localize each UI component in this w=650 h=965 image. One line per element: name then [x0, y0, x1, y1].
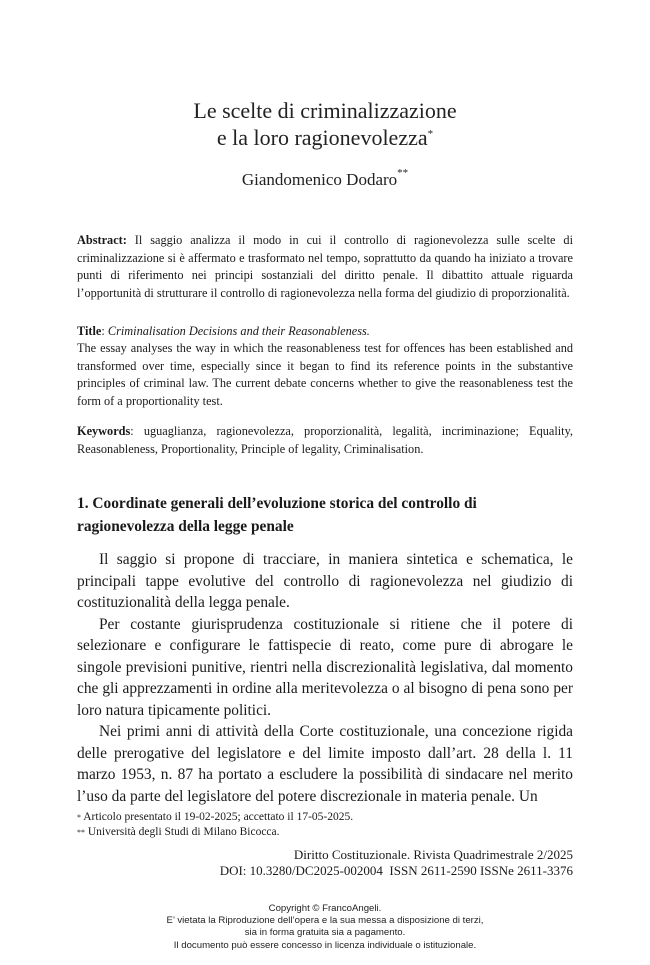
footnote-mark: ** [77, 828, 85, 837]
english-title-label: Title [77, 324, 102, 338]
english-title-text: Criminalisation Decisions and their Reasonableness. [107, 324, 370, 338]
body-text [77, 549, 573, 807]
body-paragraph: Per costante giurisprudenza costituzionale si ritiene che il potere di selezionare e configurare le fattispecie di reato, come pure di abrogare le singole previsioni punitive, rientri nella discrezionalità legislativa, dal momento che gli apprezzamenti in ordine alla meritevolezza o al bisogno di pena sono per loro natura tipicamente politici. [77, 615, 573, 719]
copyright-line: sia in forma gratuita sia a pagamento. [244, 927, 406, 939]
copyright-line: E’ vietata la Riproduzione dell’opera e la sua messa a disposizione di terzi, [166, 915, 484, 927]
body-paragraph: Nei primi anni di attività della Corte costituzionale, una concezione rigida delle prerogative del legislatore e del limite imposto dall’art. 28 della l. 11 marzo 1953, n. 87 ha portato a escludere la possibilità di sindacare nel merito l’uso da parte del legislatore del potere discrezionale in materia penale. Un [77, 723, 573, 805]
author-name [0, 167, 650, 190]
copyright-line: Copyright © FrancoAngeli. [268, 903, 382, 914]
author-footnote-mark: ** [397, 167, 409, 179]
footnote [77, 825, 573, 840]
footnote-text: Università degli Studi di Milano Bicocca. [87, 826, 280, 838]
body-paragraph: Il saggio si propone di tracciare, in maniera sintetica e schematica, le principali tappe evolutive del controllo di ragionevolezza nel giudizio di costituzionalità della legga penale. [77, 551, 573, 611]
footnote-text: Articolo presentato il 19-02-2025; accettato il 17-05-2025. [83, 811, 354, 823]
english-title-colon: : [101, 324, 108, 338]
keywords-text: : uguaglianza, ragionevolezza, proporzionalità, legalità, incriminazione; Equality, Reasonableness, Proportionality, Principle of legality, Criminalisation. [77, 424, 573, 456]
journal-name: Diritto Costituzionale. Rivista Quadrimestrale 2/2025 [293, 847, 573, 862]
author-text: Giandomenico Dodaro [241, 170, 398, 189]
abstract-label: Abstract: [77, 233, 127, 247]
title-footnote-mark: * [427, 128, 434, 140]
copyright-line: Il documento può essere concesso in licenza individuale o istituzionale. [173, 939, 477, 951]
journal-info [77, 847, 573, 879]
footnote [77, 810, 573, 825]
english-title [77, 323, 573, 341]
article-title-line-2 [0, 124, 650, 151]
copyright-notice [0, 903, 650, 952]
abstract [77, 232, 573, 302]
keywords [77, 423, 573, 458]
footnotes [77, 810, 573, 840]
section-heading: 1. Coordinate generali dell’evoluzione storica del controllo di ragionevolezza della legge penale [77, 495, 477, 535]
keywords-label: Keywords [77, 424, 131, 438]
title-line-1-text: Le scelte di criminalizzazione [193, 98, 457, 123]
title-line-2-text: e la loro ragionevolezza [216, 125, 428, 150]
english-abstract: The essay analyses the way in which the reasonableness test for offences has been established and transformed over time, especially since it began to find its reference points in the substantive principles of criminal law. The current debate concerns whether to give the reasonableness test the form of a proportionality test. [77, 341, 573, 408]
abstract-text: Il saggio analizza il modo in cui il controllo di ragionevolezza sulle scelte di criminalizzazione si è affermato e trasformato nel tempo, soprattutto da quando ha iniziato a trovare punti di riferimento nei principi sostanziali del diritto penale. Il dibattito attuale riguarda l’opportunità di strutturare il controllo di ragionevolezza nella forma del giudizio di proporzionalità. [77, 233, 573, 300]
article-title-line-1 [0, 97, 650, 124]
footnote-mark: * [77, 813, 81, 822]
journal-doi-issn: DOI: 10.3280/DC2025-002004 ISSN 2611-2590 ISSNe 2611-3376 [219, 863, 573, 878]
